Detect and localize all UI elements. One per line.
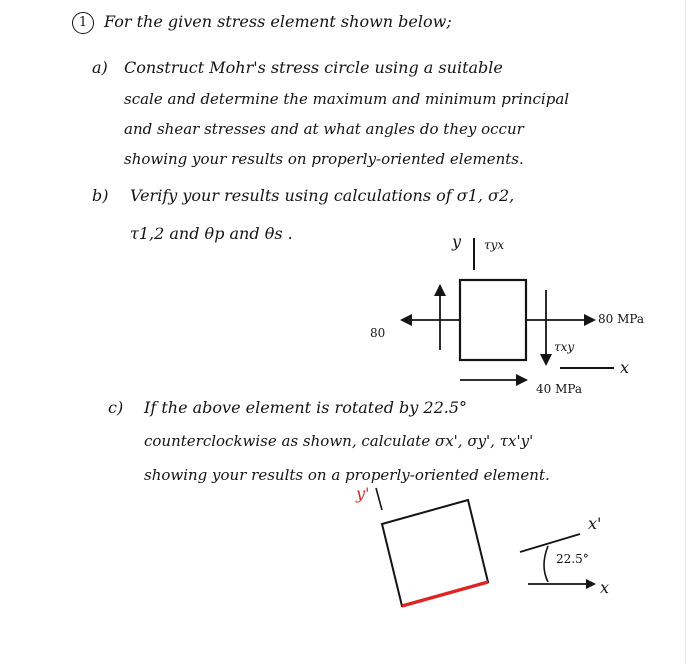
diagram1-tau-yx-label: τyx bbox=[484, 238, 505, 252]
problem-title: For the given stress element shown below; bbox=[104, 12, 452, 31]
part-b-line2: τ1,2 and θp and θs . bbox=[130, 224, 293, 243]
page-edge bbox=[685, 0, 700, 664]
part-c-label: c) bbox=[108, 398, 124, 417]
part-a-line1: Construct Mohr's stress circle using a suitable bbox=[124, 58, 503, 77]
rotated-element-bottom-edge-red bbox=[402, 582, 488, 606]
rotated-element bbox=[382, 500, 488, 606]
part-a-line4: showing your results on properly-oriented elements. bbox=[124, 150, 524, 168]
left-normal-arrowhead bbox=[400, 314, 412, 326]
part-a-label: a) bbox=[92, 58, 108, 77]
diagram2-y-prime-label: y' bbox=[356, 484, 370, 503]
y-prime-axis bbox=[376, 488, 382, 510]
diagram1-tau-xy-label: τxy bbox=[554, 340, 575, 354]
angle-arc bbox=[544, 546, 548, 582]
diagram2-x-prime-label: x' bbox=[588, 514, 602, 533]
part-a-line3: and shear stresses and at what angles do they occur bbox=[124, 120, 524, 138]
diagram1-y-label: y bbox=[452, 232, 462, 251]
diagram1-right-stress: 80 MPa bbox=[598, 312, 645, 326]
diagram1-shear-value: 40 MPa bbox=[536, 382, 583, 396]
part-c-line2: counterclockwise as shown, calculate σx', σy', τx'y' bbox=[144, 432, 534, 450]
part-a-line2: scale and determine the maximum and minimum principal bbox=[124, 90, 570, 108]
part-c-line3: showing your results on a properly-oriented element. bbox=[144, 466, 550, 484]
bottom-shear-arrowhead bbox=[516, 374, 528, 386]
right-normal-arrowhead bbox=[584, 314, 596, 326]
left-shear-arrowhead bbox=[434, 284, 446, 296]
right-shear-arrowhead bbox=[540, 354, 552, 366]
diagram2-angle-label: 22.5° bbox=[556, 552, 589, 566]
problem-number: 1 bbox=[78, 15, 88, 30]
part-c-line1: If the above element is rotated by 22.5° bbox=[144, 398, 468, 417]
part-b-label: b) bbox=[92, 186, 109, 205]
stress-element-square bbox=[460, 280, 526, 360]
diagram2-x-label: x bbox=[600, 578, 610, 597]
x-prime-axis bbox=[520, 534, 580, 552]
diagram1-left-stress: 80 bbox=[370, 326, 386, 340]
part-b-line1: Verify your results using calculations of σ1, σ2, bbox=[130, 186, 515, 205]
x-axis-2-arrowhead bbox=[586, 579, 596, 589]
diagram1-x-label: x bbox=[620, 358, 630, 377]
